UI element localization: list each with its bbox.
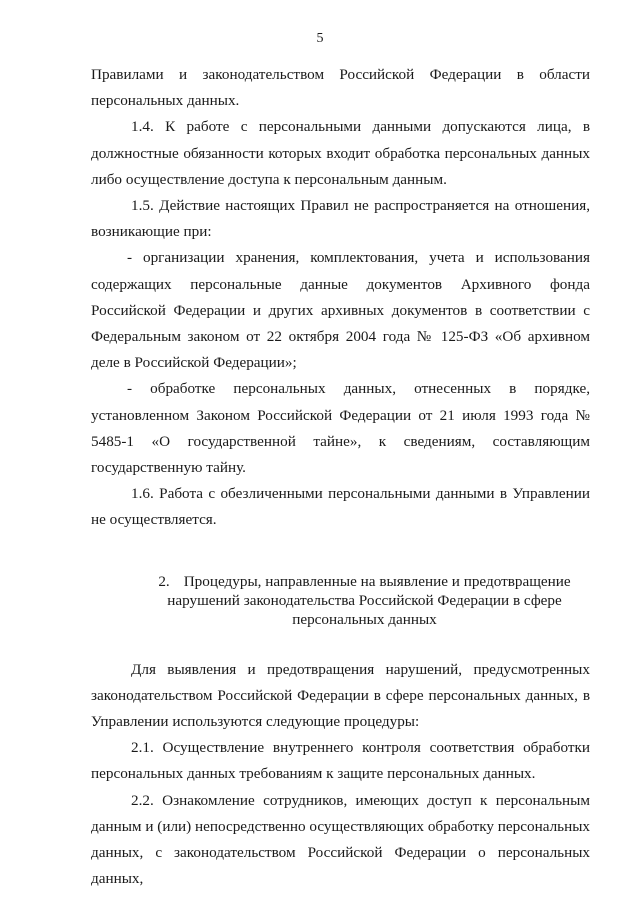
page-number: 5: [316, 31, 324, 46]
section-heading: [91, 572, 590, 629]
document-body: [91, 62, 590, 892]
paragraph: Для выявления и предотвращения нарушений, предусмотренных законодательством Российской Федерации в сфере персональных данных, в Управлении используются следующие процедуры:: [91, 660, 590, 731]
paragraph: Правилами и законодательством Российской Федерации в области персональных данных.: [91, 66, 590, 110]
paragraph: 2.2. Ознакомление сотрудников, имеющих доступ к персональным данным и (или) непосредственно осуществляющих обработку персональных данных, с законодательством Российской Федерации о персональных данных,: [91, 791, 591, 888]
paragraph: 1.4. К работе с персональными данными допускаются лица, в должностные обязанности которых входит обработка персональных данных либо осуществление доступа к персональным данным.: [91, 118, 590, 188]
paragraph: 2.1. Осуществление внутреннего контроля соответствия обработки персональных данных требованиям к защите персональных данных.: [91, 739, 590, 783]
paragraph: - организации хранения, комплектования, учета и использования содержащих персональные данные документов Архивного фонда Российской Федерации и других архивных документов в соответствии с Федеральным законом от 22 октября 2004 года № 125-ФЗ «Об архивном деле в Российской Федерации»;: [91, 249, 590, 372]
paragraphs-before-section: [91, 62, 590, 534]
section-title: Процедуры, направленные на выявление и предотвращение нарушений законодательства Российской Федерации в сфере персональных данных: [167, 572, 571, 628]
paragraph: - обработке персональных данных, отнесенных в порядке, установленном Законом Российской Федерации от 21 июля 1993 года № 5485-1 «О государственной тайне», к сведениям, составляющим государственную тайну.: [91, 380, 590, 477]
paragraph: 1.6. Работа с обезличенными персональными данными в Управлении не осуществляется.: [91, 485, 590, 529]
paragraphs-after-section: [91, 657, 590, 893]
paragraph: 1.5. Действие настоящих Правил не распространяется на отношения, возникающие при:: [91, 197, 590, 241]
section-number: 2.: [158, 572, 170, 590]
